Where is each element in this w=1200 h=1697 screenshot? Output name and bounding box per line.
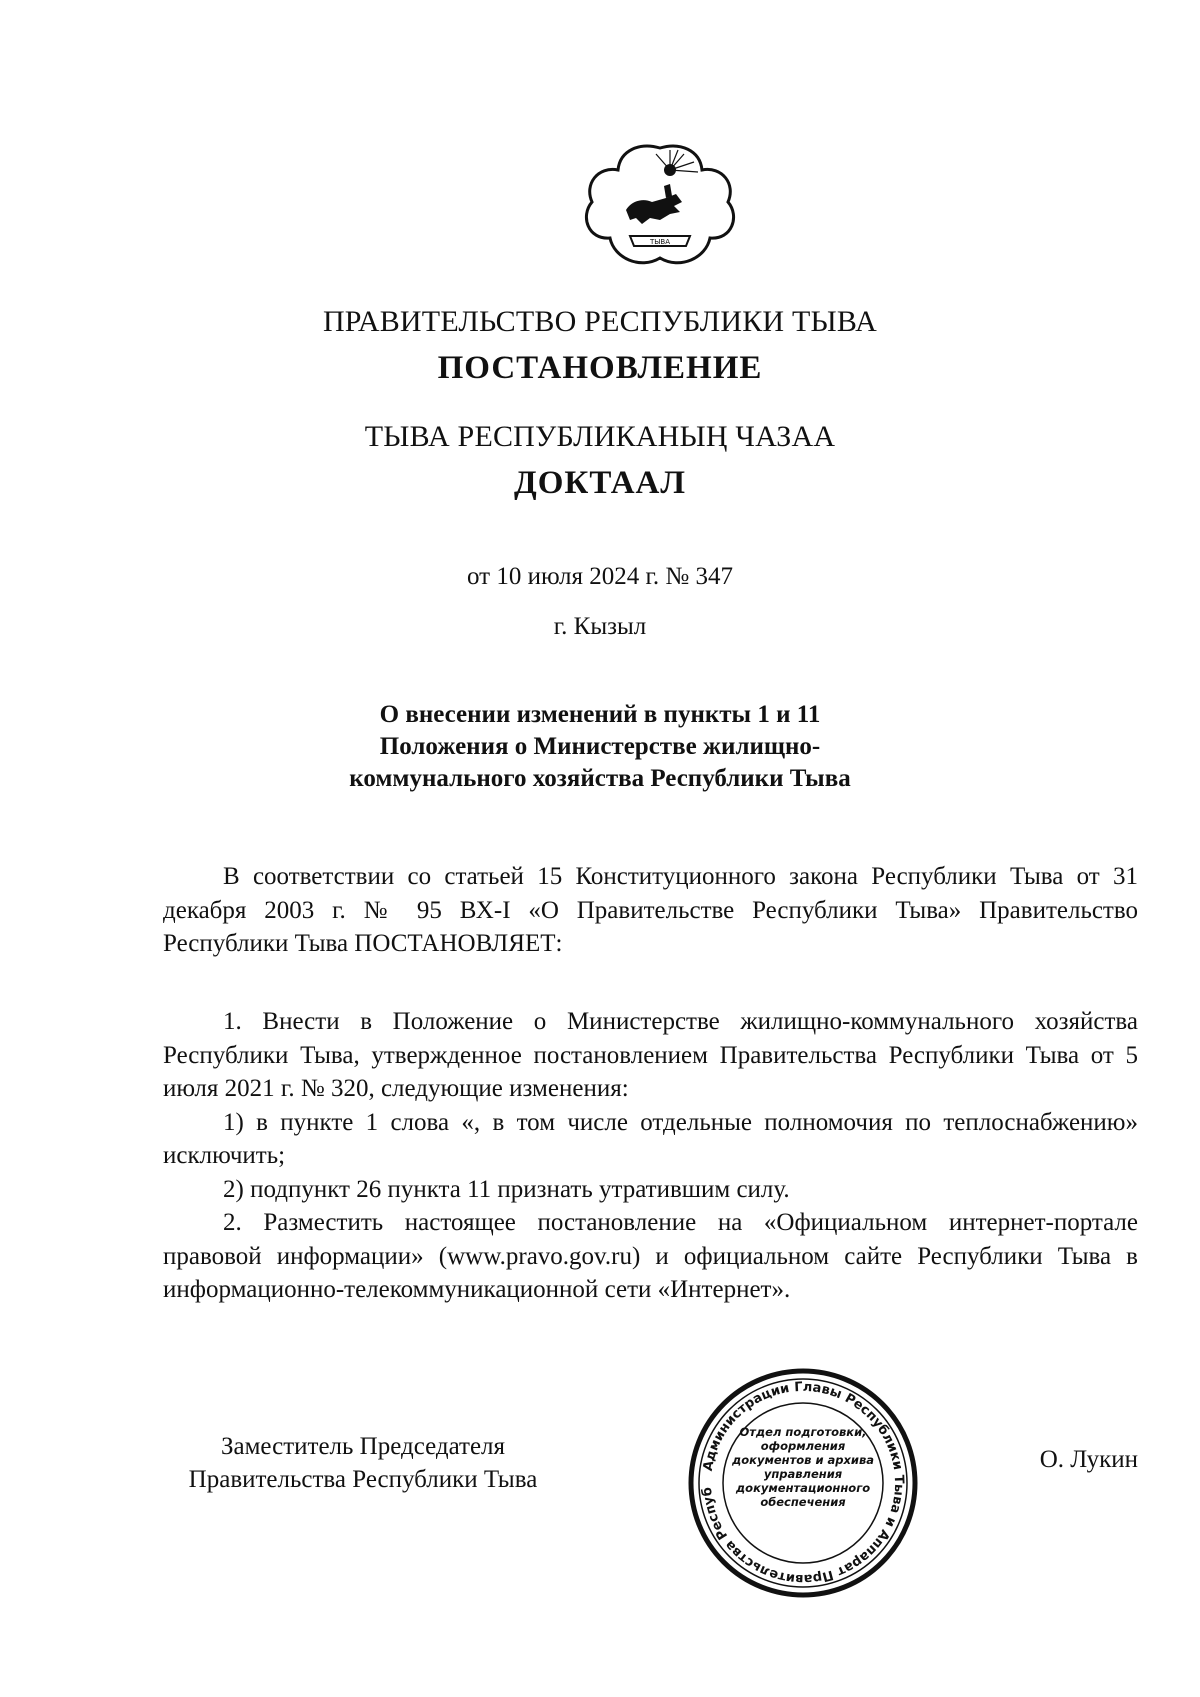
svg-text:ТЫВА: ТЫВА (649, 238, 671, 246)
document-type-ru: ПОСТАНОВЛЕНИЕ (437, 350, 763, 386)
date-and-number: от 10 июля 2024 г. № 347 (466, 563, 734, 590)
item-1: 1. Внести в Положение о Министерстве жилищно-коммунального хозяйства Республики Тыва, утвержденное постановлением Правительства Республики Тыва от 5 июля 2021 г. № 320, следующие изменения: (163, 1008, 1138, 1102)
svg-text:Администрации Главы Республики: Администрации Главы Республики Тыва и Аппарат Правительства Респуб (700, 1379, 907, 1587)
tuva-coat-of-arms-icon (580, 140, 740, 275)
preamble (163, 860, 1138, 961)
document-title (300, 699, 900, 795)
position-line: Правительства Республики Тыва (188, 1466, 538, 1493)
item-2: 2. Разместить настоящее постановление на «Официальном интернет-портале правовой информации» (www.pravo.gov.ru) и официальном сайте Республики Тыва в информационно-телекоммуникационной сети «Интернет». (163, 1209, 1138, 1303)
preamble-paragraph: В соответствии со статьей 15 Конституционного закона Республики Тыва от 31 декабря 2003 г. № 95 ВХ-I «О Правительстве Республики Тыва» Правительство Республики Тыва ПОСТАНОВЛЯЕТ: (163, 863, 1138, 957)
official-stamp-icon: Администрации Главы Республики Тыва и Аппарат Правительства Респуб Отдел подготовки, оформления документов и архива управления документационного обеспечения (683, 1363, 923, 1603)
resolution-items (163, 1005, 1138, 1307)
title-line: коммунального хозяйства Республики Тыва (349, 765, 851, 792)
city: г. Кызыл (553, 613, 647, 640)
title-line: О внесении изменений в пункты 1 и 11 (379, 701, 821, 728)
government-name-tyv: ТЫВА РЕСПУБЛИКАНЫҢ ЧАЗАА (364, 420, 836, 453)
signatory-position (163, 1430, 563, 1496)
document-type-tyv: ДОКТААЛ (514, 465, 686, 501)
government-name-ru: ПРАВИТЕЛЬСТВО РЕСПУБЛИКИ ТЫВА (322, 305, 878, 338)
item-1-subitem-1: 1) в пункте 1 слова «, в том числе отдельные полномочия по теплоснабжению» исключить; (163, 1108, 1138, 1169)
signatory-name: О. Лукин (1039, 1446, 1138, 1473)
position-line: Заместитель Председателя (220, 1433, 506, 1460)
item-1-subitem-2: 2) подпункт 26 пункта 11 признать утратившим силу. (223, 1175, 790, 1203)
title-line: Положения о Министерстве жилищно- (379, 733, 821, 760)
